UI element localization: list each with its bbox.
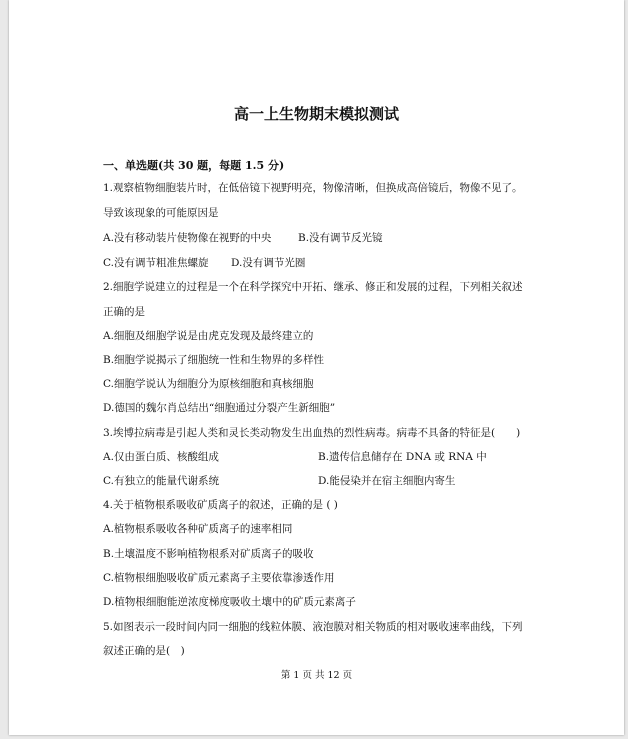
question-3-option-c: C.有独立的能量代谢系统 (103, 475, 219, 487)
question-2-stem-line-2: 正确的是 (103, 306, 145, 318)
section-heading: 一、单选题(共 30 题，每题 1.5 分) (103, 159, 285, 172)
question-1-stem-line-2: 导致该现象的可能原因是 (103, 207, 219, 219)
page-footer: 第 1 页 共 12 页 (280, 670, 353, 681)
question-4-option-a: A.植物根系吸收各种矿质离子的速率相同 (103, 523, 293, 535)
question-3-option-d: D.能侵染并在宿主细胞内寄生 (318, 475, 456, 487)
question-1-stem-line-1: 1.观察植物细胞装片时，在低倍镜下视野明亮，物像清晰，但换成高倍镜后，物像不见了。 (103, 182, 523, 194)
question-4-option-c: C.植物根细胞吸收矿质元素离子主要依靠渗透作用 (103, 572, 335, 584)
question-4-option-b: B.土壤温度不影响植物根系对矿质离子的吸收 (103, 548, 314, 560)
question-2-option-a: A.细胞及细胞学说是由虎克发现及最终建立的 (103, 330, 314, 342)
question-1-option-b: B.没有调节反光镜 (298, 232, 383, 244)
question-4-stem: 4.关于植物根系吸收矿质离子的叙述，正确的是 ( ) (103, 499, 338, 511)
document-title: 高一上生物期末模拟测试 (233, 105, 399, 123)
question-4-option-d: D.植物根细胞能逆浓度梯度吸收土壤中的矿质元素离子 (103, 596, 356, 608)
question-2-option-d: D.德国的魏尔肖总结出“细胞通过分裂产生新细胞” (103, 402, 336, 414)
question-3-option-a: A.仅由蛋白质、核酸组成 (103, 451, 219, 463)
question-1-option-a: A.没有移动装片使物像在视野的中央 (103, 232, 272, 244)
question-2-option-c: C.细胞学说认为细胞分为原核细胞和真核细胞 (103, 378, 314, 390)
question-5-stem-line-2: 叙述正确的是( ) (103, 645, 185, 657)
question-5-stem-line-1: 5.如图表示一段时间内同一细胞的线粒体膜、液泡膜对相关物质的相对吸收速率曲线，下列 (103, 621, 523, 633)
question-3-stem: 3.埃博拉病毒是引起人类和灵长类动物发生出血热的烈性病毒。病毒不具备的特征是( ) (103, 427, 521, 439)
document-page (9, 0, 624, 735)
question-2-option-b: B.细胞学说揭示了细胞统一性和生物界的多样性 (103, 354, 325, 366)
question-2-stem-line-1: 2.细胞学说建立的过程是一个在科学探究中开拓、继承、修正和发展的过程，下列相关叙述 (103, 281, 523, 293)
question-1-option-d: D.没有调节光圈 (231, 257, 306, 269)
question-1-option-c: C.没有调节粗准焦螺旋 (103, 257, 209, 269)
question-3-option-b: B.遗传信息储存在 DNA 或 RNA 中 (318, 451, 487, 463)
